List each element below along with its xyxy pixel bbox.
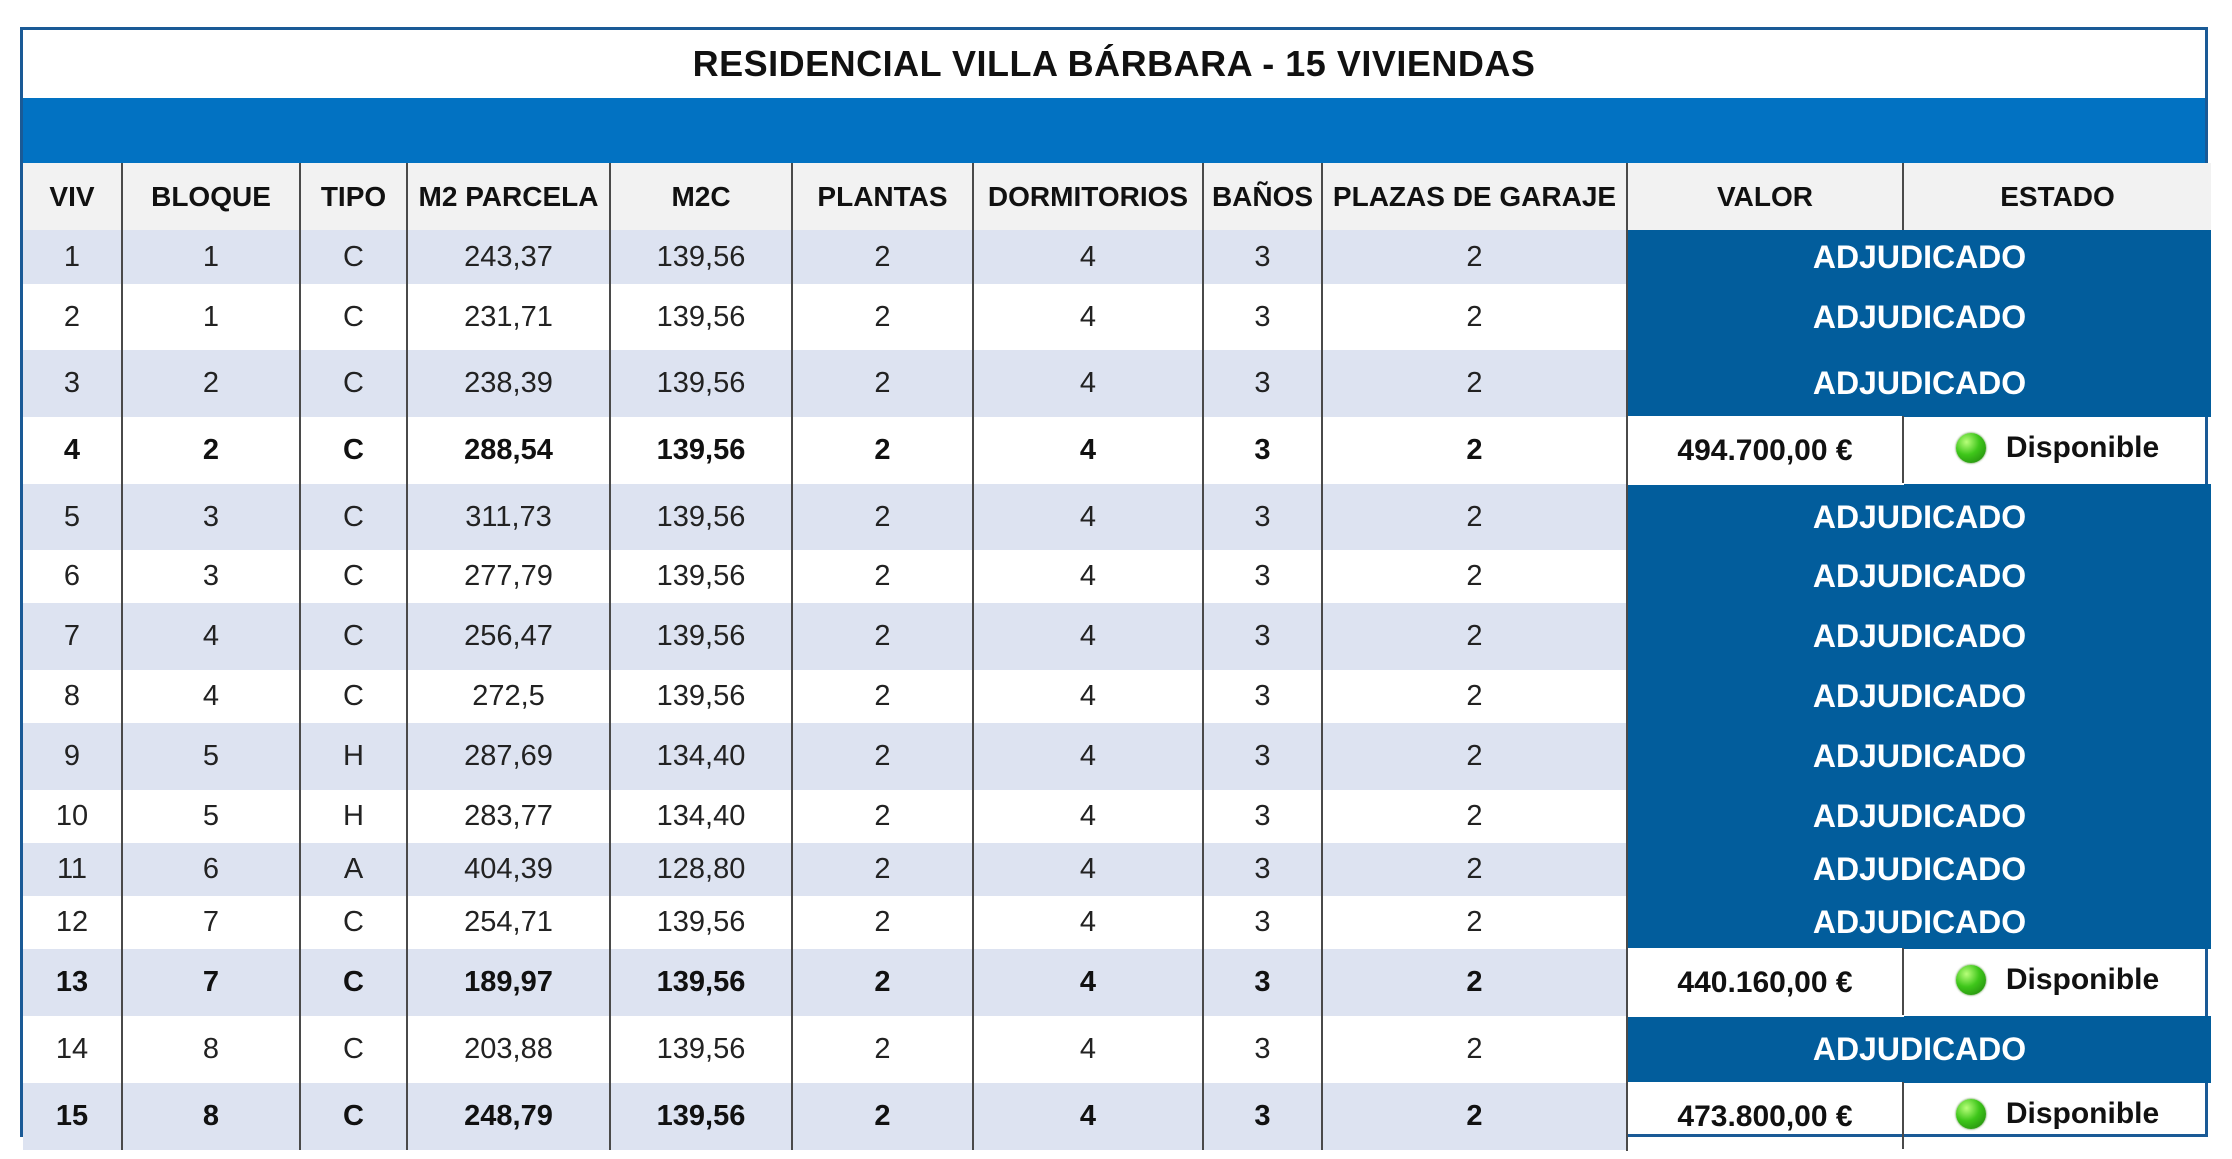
cell-dormitorios: 4 [973,1016,1203,1083]
status-adjudicado: ADJUDICADO [1627,723,2211,790]
cell-m2c: 139,56 [610,1016,792,1083]
header-col-plantas: PLANTAS [792,163,973,230]
cell-m2-parcela: 189,97 [407,949,610,1016]
cell-m2c: 139,56 [610,949,792,1016]
cell-viv: 15 [23,1083,122,1150]
cell-tipo: C [300,896,407,949]
cell-m2c: 139,56 [610,670,792,723]
cell-banos: 3 [1203,230,1322,284]
cell-plantas: 2 [792,603,973,670]
status-adjudicado: ADJUDICADO [1627,350,2211,417]
cell-plazas-garaje: 2 [1322,603,1627,670]
table-row [23,843,2211,896]
green-dot-icon [1956,965,1986,995]
cell-m2-parcela: 256,47 [407,603,610,670]
cell-valor: 473.800,00 € [1627,1083,1903,1150]
cell-dormitorios: 4 [973,550,1203,603]
cell-bloque: 2 [122,350,300,417]
cell-banos: 3 [1203,843,1322,896]
cell-plazas-garaje: 2 [1322,896,1627,949]
cell-m2-parcela: 288,54 [407,417,610,484]
blue-header-band [23,98,2205,163]
cell-dormitorios: 4 [973,790,1203,843]
cell-viv: 4 [23,417,122,484]
housing-table [23,163,2211,1151]
cell-viv: 7 [23,603,122,670]
cell-bloque: 8 [122,1016,300,1083]
cell-plazas-garaje: 2 [1322,484,1627,550]
cell-tipo: C [300,350,407,417]
status-adjudicado: ADJUDICADO [1627,484,2211,550]
cell-dormitorios: 4 [973,603,1203,670]
cell-bloque: 8 [122,1083,300,1150]
header-col-viv: VIV [23,163,122,230]
status-adjudicado: ADJUDICADO [1627,843,2211,896]
status-label: Disponible [2005,962,2160,996]
cell-plazas-garaje: 2 [1322,550,1627,603]
cell-plantas: 2 [792,284,973,350]
cell-bloque: 5 [122,723,300,790]
cell-plantas: 2 [792,550,973,603]
status-badge [1956,963,2159,997]
cell-m2-parcela: 283,77 [407,790,610,843]
status-adjudicado: ADJUDICADO [1627,603,2211,670]
cell-m2c: 134,40 [610,723,792,790]
status-badge [1956,1097,2159,1131]
cell-banos: 3 [1203,350,1322,417]
cell-plantas: 2 [792,670,973,723]
status-adjudicado: ADJUDICADO [1627,284,2211,350]
cell-bloque: 5 [122,790,300,843]
cell-estado [1903,1083,2211,1150]
cell-tipo: H [300,790,407,843]
cell-viv: 9 [23,723,122,790]
cell-banos: 3 [1203,1083,1322,1150]
header-col-dormitorios: DORMITORIOS [973,163,1203,230]
header-col-tipo: TIPO [300,163,407,230]
cell-bloque: 6 [122,843,300,896]
cell-m2-parcela: 238,39 [407,350,610,417]
cell-plantas: 2 [792,417,973,484]
cell-m2c: 139,56 [610,230,792,284]
table-body [23,230,2211,1150]
table-row [23,284,2211,350]
header-col-banos: BAÑOS [1203,163,1322,230]
table-row [23,417,2211,484]
cell-dormitorios: 4 [973,896,1203,949]
cell-dormitorios: 4 [973,417,1203,484]
cell-dormitorios: 4 [973,949,1203,1016]
cell-m2-parcela: 243,37 [407,230,610,284]
table-row [23,790,2211,843]
cell-bloque: 4 [122,670,300,723]
cell-m2-parcela: 254,71 [407,896,610,949]
cell-plazas-garaje: 2 [1322,843,1627,896]
listing-sheet [20,27,2208,1137]
cell-banos: 3 [1203,723,1322,790]
status-badge [1956,431,2159,465]
cell-m2-parcela: 203,88 [407,1016,610,1083]
cell-dormitorios: 4 [973,484,1203,550]
cell-estado [1903,949,2211,1016]
cell-dormitorios: 4 [973,350,1203,417]
cell-m2-parcela: 404,39 [407,843,610,896]
cell-plantas: 2 [792,484,973,550]
header-col-valor: VALOR [1627,163,1903,230]
cell-m2c: 139,56 [610,1083,792,1150]
cell-viv: 13 [23,949,122,1016]
header-col-estado: ESTADO [1903,163,2211,230]
cell-m2-parcela: 277,79 [407,550,610,603]
cell-m2c: 128,80 [610,843,792,896]
cell-viv: 5 [23,484,122,550]
cell-m2c: 139,56 [610,896,792,949]
cell-dormitorios: 4 [973,843,1203,896]
cell-dormitorios: 4 [973,284,1203,350]
cell-plantas: 2 [792,230,973,284]
cell-m2c: 139,56 [610,550,792,603]
cell-bloque: 7 [122,896,300,949]
status-adjudicado: ADJUDICADO [1627,790,2211,843]
cell-m2-parcela: 311,73 [407,484,610,550]
cell-plantas: 2 [792,1083,973,1150]
cell-dormitorios: 4 [973,1083,1203,1150]
cell-viv: 8 [23,670,122,723]
table-row [23,550,2211,603]
cell-banos: 3 [1203,550,1322,603]
cell-viv: 3 [23,350,122,417]
cell-bloque: 4 [122,603,300,670]
status-adjudicado: ADJUDICADO [1627,670,2211,723]
cell-banos: 3 [1203,1016,1322,1083]
cell-tipo: A [300,843,407,896]
status-label: Disponible [2005,1096,2160,1130]
status-adjudicado: ADJUDICADO [1627,896,2211,949]
page-title: RESIDENCIAL VILLA BÁRBARA - 15 VIVIENDAS [692,43,1536,84]
cell-valor: 494.700,00 € [1627,417,1903,484]
cell-m2-parcela: 248,79 [407,1083,610,1150]
cell-estado [1903,417,2211,484]
cell-m2c: 139,56 [610,284,792,350]
cell-viv: 11 [23,843,122,896]
cell-plantas: 2 [792,949,973,1016]
cell-plantas: 2 [792,843,973,896]
cell-m2-parcela: 287,69 [407,723,610,790]
cell-banos: 3 [1203,790,1322,843]
header-col-m2c: M2C [610,163,792,230]
table-row [23,1016,2211,1083]
cell-tipo: C [300,1083,407,1150]
cell-plazas-garaje: 2 [1322,723,1627,790]
table-row [23,670,2211,723]
cell-m2c: 139,56 [610,417,792,484]
cell-m2-parcela: 272,5 [407,670,610,723]
cell-plazas-garaje: 2 [1322,790,1627,843]
table-row [23,896,2211,949]
cell-viv: 10 [23,790,122,843]
cell-plantas: 2 [792,1016,973,1083]
header-col-m2-parcela: M2 PARCELA [407,163,610,230]
cell-tipo: C [300,484,407,550]
cell-plantas: 2 [792,723,973,790]
status-label: Disponible [2005,430,2160,464]
cell-dormitorios: 4 [973,670,1203,723]
status-adjudicado: ADJUDICADO [1627,550,2211,603]
cell-banos: 3 [1203,896,1322,949]
table-row [23,230,2211,284]
cell-bloque: 3 [122,550,300,603]
cell-tipo: C [300,550,407,603]
cell-plazas-garaje: 2 [1322,417,1627,484]
cell-viv: 1 [23,230,122,284]
table-header-row [23,163,2211,230]
cell-tipo: C [300,949,407,1016]
table-row [23,723,2211,790]
header-col-plazas-garaje: PLAZAS DE GARAJE [1322,163,1627,230]
cell-tipo: C [300,1016,407,1083]
header-col-bloque: BLOQUE [122,163,300,230]
cell-dormitorios: 4 [973,723,1203,790]
cell-plazas-garaje: 2 [1322,350,1627,417]
table-row [23,949,2211,1016]
green-dot-icon [1956,1099,1986,1129]
cell-tipo: H [300,723,407,790]
table-row [23,350,2211,417]
cell-plazas-garaje: 2 [1322,230,1627,284]
cell-banos: 3 [1203,417,1322,484]
cell-tipo: C [300,603,407,670]
cell-viv: 6 [23,550,122,603]
cell-m2-parcela: 231,71 [407,284,610,350]
cell-bloque: 1 [122,284,300,350]
cell-plantas: 2 [792,790,973,843]
status-adjudicado: ADJUDICADO [1627,1016,2211,1083]
cell-tipo: C [300,284,407,350]
cell-banos: 3 [1203,603,1322,670]
cell-viv: 12 [23,896,122,949]
status-adjudicado: ADJUDICADO [1627,230,2211,284]
cell-m2c: 139,56 [610,350,792,417]
cell-m2c: 139,56 [610,603,792,670]
cell-banos: 3 [1203,284,1322,350]
table-row [23,484,2211,550]
cell-banos: 3 [1203,484,1322,550]
cell-plantas: 2 [792,896,973,949]
table-row [23,603,2211,670]
cell-tipo: C [300,670,407,723]
cell-plazas-garaje: 2 [1322,284,1627,350]
cell-valor: 440.160,00 € [1627,949,1903,1016]
cell-bloque: 3 [122,484,300,550]
cell-plazas-garaje: 2 [1322,670,1627,723]
cell-tipo: C [300,230,407,284]
cell-plantas: 2 [792,350,973,417]
cell-plazas-garaje: 2 [1322,949,1627,1016]
cell-banos: 3 [1203,670,1322,723]
table-row [23,1083,2211,1150]
cell-bloque: 7 [122,949,300,1016]
cell-bloque: 1 [122,230,300,284]
cell-tipo: C [300,417,407,484]
cell-m2c: 139,56 [610,484,792,550]
cell-viv: 2 [23,284,122,350]
cell-m2c: 134,40 [610,790,792,843]
cell-banos: 3 [1203,949,1322,1016]
cell-plazas-garaje: 2 [1322,1083,1627,1150]
green-dot-icon [1956,433,1986,463]
cell-dormitorios: 4 [973,230,1203,284]
cell-bloque: 2 [122,417,300,484]
cell-viv: 14 [23,1016,122,1083]
cell-plazas-garaje: 2 [1322,1016,1627,1083]
